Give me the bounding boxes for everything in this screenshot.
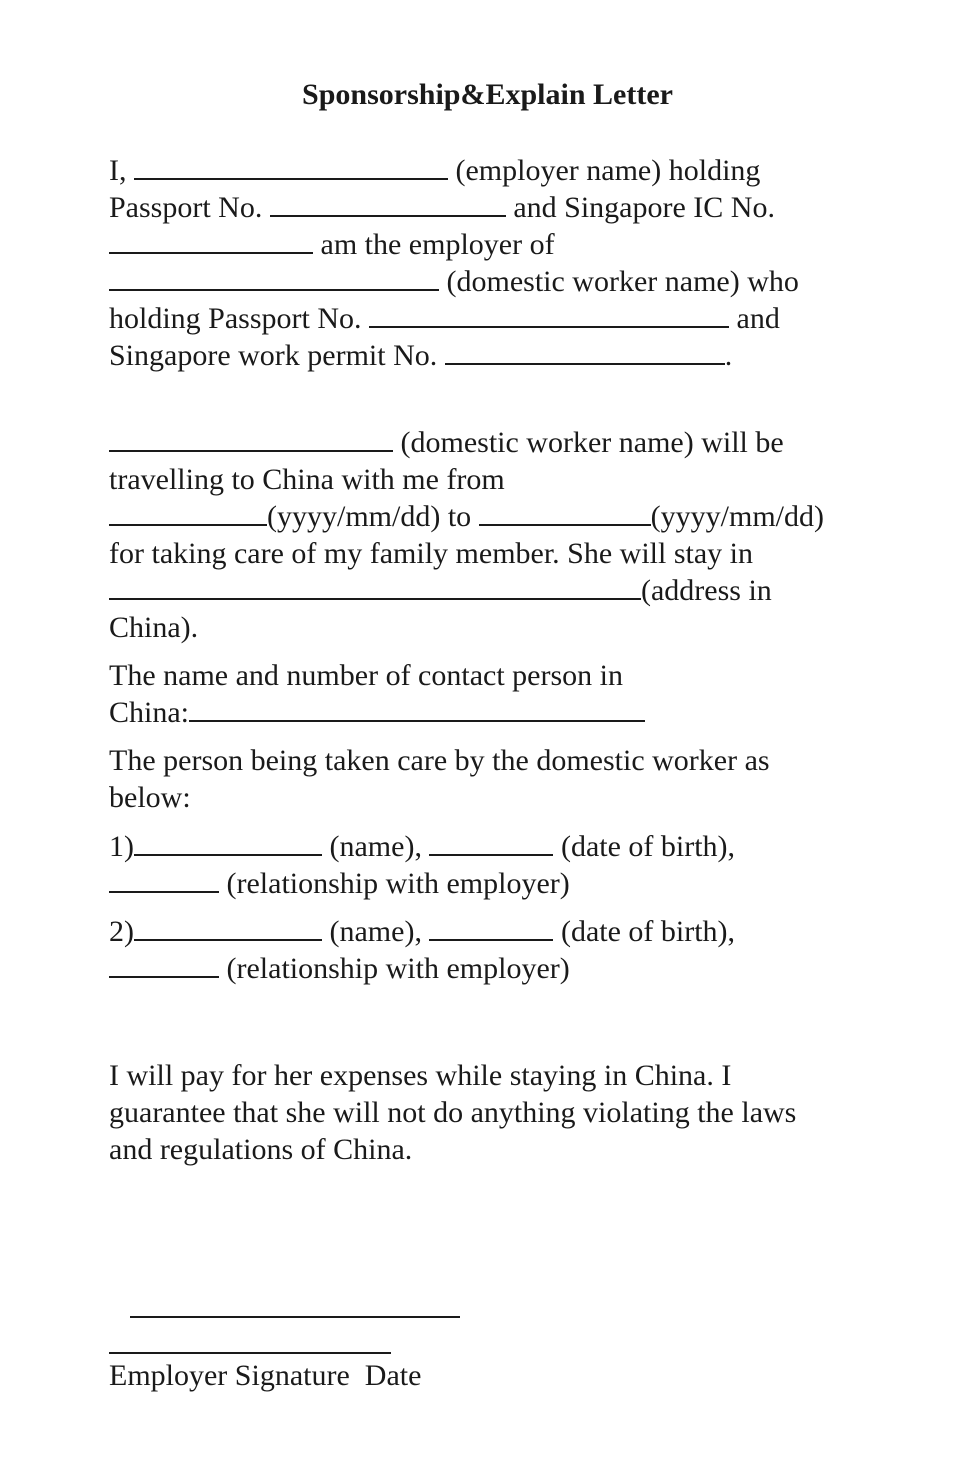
ic-line: [109, 226, 555, 263]
care-person-line: The person being taken care by the domestic worker as: [109, 744, 770, 777]
dates-line: [109, 498, 824, 535]
text: (name),: [322, 915, 430, 948]
text: (date of birth),: [553, 830, 736, 863]
person2-name-blank[interactable]: [134, 915, 322, 941]
text: (date of birth),: [553, 915, 736, 948]
text: 1): [109, 830, 134, 863]
person1-relationship-line: [109, 865, 570, 902]
person1-name-blank[interactable]: [134, 830, 322, 856]
date-blank[interactable]: [109, 1352, 391, 1354]
employer-line: [109, 152, 760, 189]
text: and Singapore IC No.: [505, 191, 775, 224]
address-blank[interactable]: [109, 574, 641, 600]
text: Passport No.: [109, 191, 270, 224]
text: (yyyy/mm/dd) to: [267, 500, 479, 533]
worker-name-blank-2[interactable]: [109, 426, 393, 452]
travel-line: travelling to China with me from: [109, 463, 505, 496]
text: I,: [109, 154, 134, 187]
contact-line: The name and number of contact person in: [109, 659, 623, 692]
text: Singapore work permit No.: [109, 339, 445, 372]
text: holding Passport No.: [109, 302, 370, 335]
person1-line: [109, 828, 735, 865]
worker-name-line: [109, 263, 799, 300]
worker-passport-blank[interactable]: [369, 302, 729, 328]
ic-number-blank[interactable]: [109, 228, 313, 254]
address-line: [109, 572, 772, 609]
employer-passport-blank[interactable]: [270, 191, 506, 217]
work-permit-blank[interactable]: [445, 339, 725, 365]
contact-blank[interactable]: [189, 696, 645, 722]
guarantee-line-1: I will pay for her expenses while staying in China. I: [109, 1059, 732, 1092]
text: and: [729, 302, 780, 335]
text: (relationship with employer): [219, 952, 570, 985]
signature-blank[interactable]: [130, 1316, 460, 1318]
text: (employer name) holding: [448, 154, 761, 187]
worker-name-blank[interactable]: [109, 265, 439, 291]
passport-line: [109, 189, 775, 226]
care-line: for taking care of my family member. She will stay in: [109, 537, 754, 570]
text: (address in: [641, 574, 772, 607]
guarantee-line-2: guarantee that she will not do anything violating the laws: [109, 1096, 797, 1129]
contact-china-line: [109, 694, 645, 731]
text: (relationship with employer): [219, 867, 570, 900]
text: China:: [109, 696, 189, 729]
start-date-blank[interactable]: [109, 500, 267, 526]
below-line: below:: [109, 781, 191, 814]
person1-relationship-blank[interactable]: [109, 867, 219, 893]
signature-label: Employer Signature Date: [109, 1359, 422, 1392]
text: (domestic worker name) will be: [393, 426, 784, 459]
end-date-blank[interactable]: [479, 500, 651, 526]
person2-line: [109, 913, 735, 950]
person2-relationship-blank[interactable]: [109, 952, 219, 978]
person2-dob-blank[interactable]: [429, 915, 553, 941]
text: (yyyy/mm/dd): [650, 500, 824, 533]
text: .: [724, 339, 733, 372]
text: (name),: [322, 830, 430, 863]
employer-name-blank[interactable]: [134, 154, 448, 180]
china-line: China).: [109, 611, 199, 644]
travel-worker-line: [109, 424, 784, 461]
person1-dob-blank[interactable]: [429, 830, 553, 856]
person2-relationship-line: [109, 950, 570, 987]
text: 2): [109, 915, 134, 948]
text: am the employer of: [313, 228, 555, 261]
work-permit-line: [109, 337, 732, 374]
text: (domestic worker name) who: [439, 265, 799, 298]
guarantee-line-3: and regulations of China.: [109, 1133, 413, 1166]
letter-title: Sponsorship&Explain Letter: [302, 78, 673, 111]
worker-passport-line: [109, 300, 780, 337]
